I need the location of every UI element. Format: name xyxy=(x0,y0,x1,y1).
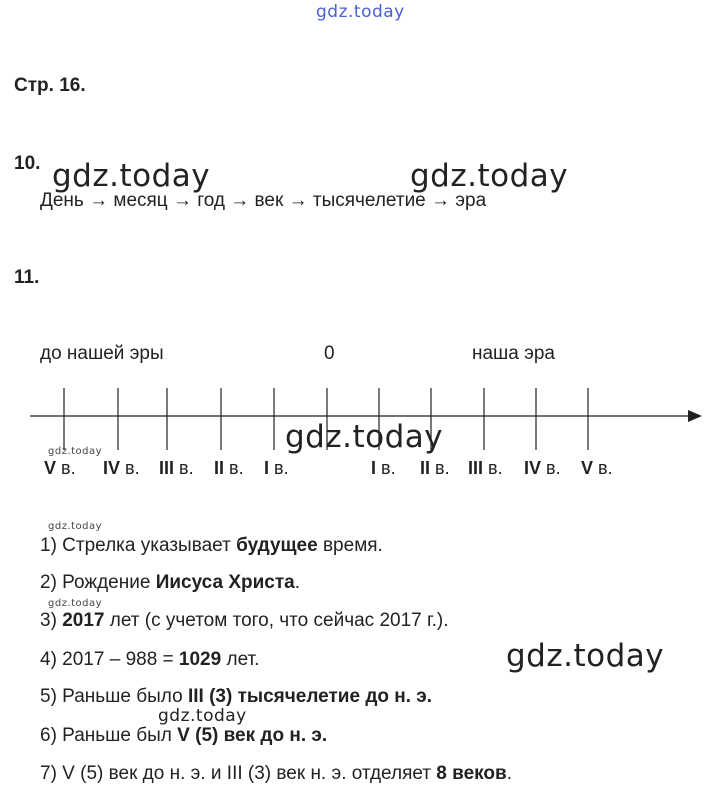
label-bc-era: до нашей эры xyxy=(40,343,164,364)
watermark-7: gdz.today xyxy=(506,638,665,674)
century-ad-3: III в. xyxy=(468,458,503,478)
task-11-number: 11. xyxy=(14,267,40,288)
answer-2: 2) Рождение Иисуса Христа. xyxy=(40,572,301,593)
answer-5: 5) Раньше было III (3) тысячелетие до н. э. xyxy=(40,686,433,707)
century-bc-2: II в. xyxy=(214,458,244,478)
label-ad-era: наша эра xyxy=(472,343,555,364)
task-10-chain: День → месяц → год → век → тысячелетие → эра xyxy=(40,190,487,211)
century-ad-4: IV в. xyxy=(524,458,561,478)
label-zero: 0 xyxy=(324,343,335,364)
century-ad-1: I в. xyxy=(371,458,396,478)
century-bc-5: V в. xyxy=(44,458,76,478)
watermark-5: gdz.today xyxy=(48,521,103,532)
watermark-1: gdz.today xyxy=(52,158,211,194)
century-ad-2: II в. xyxy=(420,458,450,478)
task-10-number: 10. xyxy=(14,153,41,174)
watermark-top: gdz.today xyxy=(316,2,405,22)
watermark-6: gdz.today xyxy=(48,598,103,609)
watermark-2: gdz.today xyxy=(410,158,569,194)
answer-1: 1) Стрелка указывает будущее время. xyxy=(40,535,383,556)
watermark-3: gdz.today xyxy=(285,419,444,455)
timeline-arrowhead xyxy=(688,410,702,422)
watermark-8: gdz.today xyxy=(158,706,247,726)
answer-7: 7) V (5) век до н. э. и III (3) век н. э. отделяет 8 веков. xyxy=(40,763,512,784)
answer-3: 3) 2017 лет (с учетом того, что сейчас 2017 г.). xyxy=(40,610,449,631)
watermark-4: gdz.today xyxy=(48,446,103,457)
century-bc-3: III в. xyxy=(159,458,194,478)
century-bc-4: IV в. xyxy=(103,458,140,478)
answer-6: 6) Раньше был V (5) век до н. э. xyxy=(40,725,328,746)
century-bc-1: I в. xyxy=(264,458,289,478)
century-ad-5: V в. xyxy=(581,458,613,478)
page-reference: Стр. 16. xyxy=(14,75,86,96)
answer-4: 4) 2017 – 988 = 1029 лет. xyxy=(40,649,260,670)
